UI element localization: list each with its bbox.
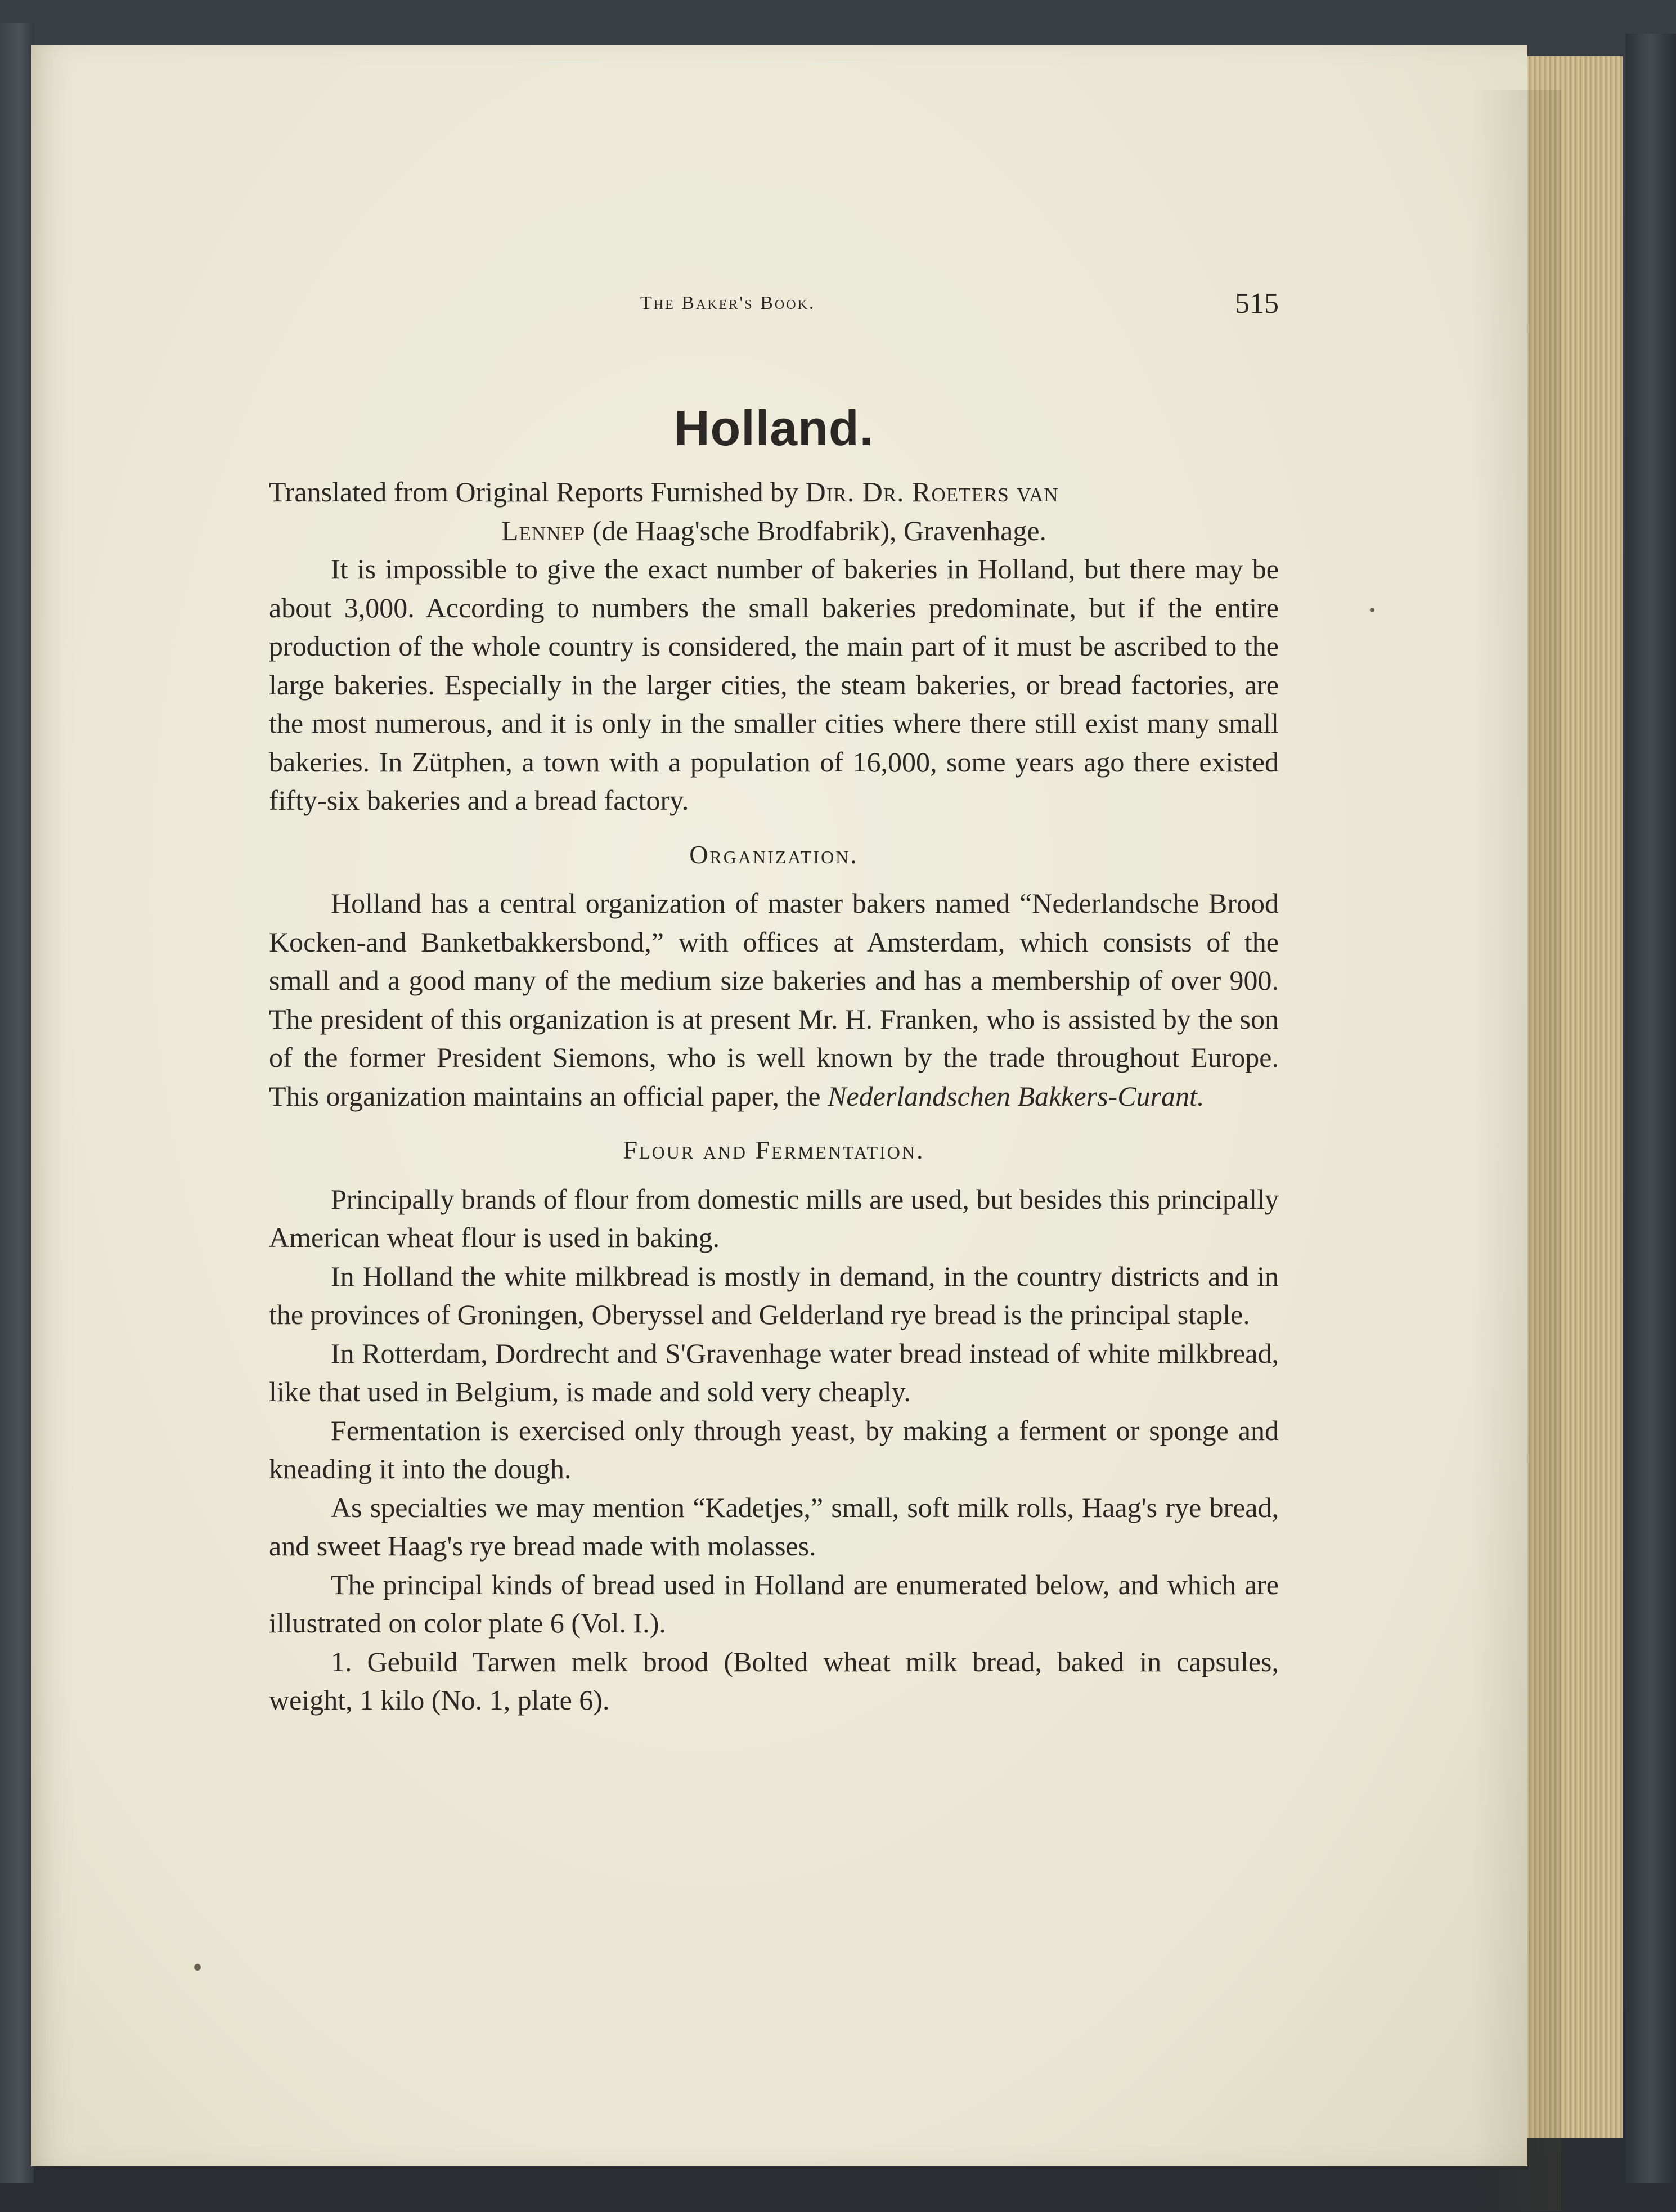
- book-cover-left: [0, 23, 34, 2183]
- ink-speck: [1370, 608, 1374, 612]
- credit-line2-name: Lennep: [501, 514, 586, 546]
- book-cover-right: [1625, 34, 1676, 2183]
- flour-paragraph: Principally brands of flour from domestic mills are used, but besides this principally American wheat flour is used in baking.: [269, 1183, 1279, 1253]
- flour-paragraph: The principal kinds of bread used in Holland are enumerated below, and which are illustrated on color plate 6 (Vol. I.).: [269, 1568, 1279, 1639]
- running-title: The Baker's Book.: [640, 293, 816, 313]
- book-page: [31, 45, 1527, 2166]
- intro-paragraph: It is impossible to give the exact number of bakeries in Holland, but there may be about 3,000. According to numbers the small bakeries predominate, but if the entire production of the whole country is considered, the main part of it must be ascribed to the large bakeries. Especially in the larger cities, the steam bakeries, or bread factories, are the most numerous, and it is only in the smaller cities where there still exist many small bakeries. In Zütphen, a town with a population of 16,000, some years ago there existed fifty-six bakeries and a bread factory.: [269, 553, 1279, 816]
- credit-line2-text: (de Haag'sche Brodfabrik), Gravenhage.: [592, 514, 1047, 546]
- page-number: 515: [1235, 288, 1279, 320]
- flour-paragraph: As specialties we may mention “Kadetjes,” small, soft milk rolls, Haag's rye bread, and sweet Haag's rye bread made with molasses.: [269, 1491, 1279, 1562]
- section-heading-organization: Organization.: [689, 840, 859, 869]
- bread-list-item: 1. Gebuild Tarwen melk brood (Bolted wheat milk bread, baked in capsules, weight, 1 kilo (No. 1, plate 6).: [269, 1645, 1279, 1716]
- organization-text: Holland has a central organization of master bakers named “Nederlandsche Brood Kocken-and Banketbakkersbond,” with offices at Amsterdam, which consists of the small and a good many of the medium size bakeries and has a membership of over 900. The president of this organization is at present Mr. H. Franken, who is assisted by the son of the former President Siemons, who is well known by the trade throughout Europe. This organization maintains an official paper, the: [269, 887, 1279, 1112]
- organization-paragraph: [269, 884, 1279, 1115]
- ink-speck: [194, 1964, 201, 1971]
- flour-paragraph: In Holland the white milkbread is mostly in demand, in the country districts and in the provinces of Groningen, Oberyssel and Gelderland rye bread is the principal staple.: [269, 1260, 1279, 1330]
- paper-title: Nederlandschen Bakkers-Curant.: [828, 1080, 1205, 1112]
- running-head: [269, 287, 1279, 332]
- body-text: [269, 473, 1279, 1720]
- credit-line1-text: Translated from Original Reports Furnished by: [269, 476, 799, 508]
- flour-paragraph: In Rotterdam, Dordrecht and S'Gravenhage water bread instead of white milkbread, like that used in Belgium, is made and sold very cheaply.: [269, 1337, 1279, 1407]
- chapter-title: Holland.: [673, 400, 874, 456]
- gutter-shadow: [1471, 90, 1561, 2211]
- translation-credit: [269, 473, 1279, 550]
- flour-paragraph: Fermentation is exercised only through yeast, by making a ferment or sponge and kneading it into the dough.: [269, 1414, 1279, 1484]
- credit-line2: [269, 512, 1279, 550]
- section-heading-flour: Flour and Fermentation.: [623, 1136, 925, 1164]
- credit-line1-names: Dir. Dr. Roeters van: [805, 476, 1059, 508]
